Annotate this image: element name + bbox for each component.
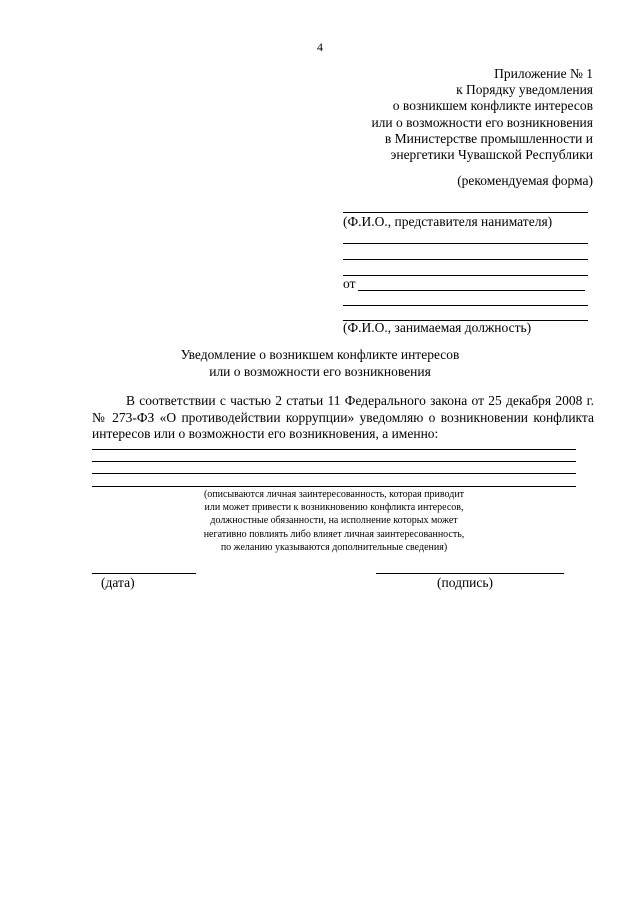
appendix-line: или о возможности его возникновения [371, 114, 593, 130]
description-hint [92, 488, 576, 554]
title-line: или о возможности его возникновения [209, 364, 431, 379]
from-name-line [358, 290, 585, 291]
description-line [92, 461, 576, 462]
hint-line: (описываются личная заинтересованность, которая приводит [203, 489, 465, 500]
blank-line [343, 243, 588, 244]
from-label: от [343, 276, 356, 291]
employer-name-line [343, 212, 588, 213]
description-line [92, 486, 576, 487]
employee-name-label: (Ф.И.О., занимаемая должность) [343, 320, 532, 335]
appendix-line: о возникшем конфликте интересов [392, 98, 593, 114]
blank-line [343, 275, 588, 276]
appendix-header [371, 66, 593, 163]
date-line [92, 573, 196, 574]
appendix-line: в Министерстве промышленности и [384, 130, 593, 146]
appendix-line: к Порядку уведомления [456, 82, 593, 98]
blank-line [343, 259, 588, 260]
form-type-note: (рекомендуемая форма) [457, 173, 593, 188]
hint-line: должностные обязанности, на исполнение которых может [210, 515, 458, 527]
title-line: Уведомление о возникшем конфликте интересов [180, 347, 460, 362]
hint-line: или может привести к возникновению конфликта интересов, [204, 502, 464, 514]
appendix-line: энергетики Чувашской Республики [390, 147, 593, 163]
employer-name-label: (Ф.И.О., представителя нанимателя) [343, 214, 553, 229]
date-label: (дата) [101, 575, 135, 590]
signature-label: (подпись) [437, 575, 494, 590]
description-line [92, 449, 576, 450]
appendix-line: Приложение № 1 [494, 66, 593, 81]
body-paragraph: В соответствии с частью 2 статьи 11 Федерального закона от 25 декабря 2008 г. № 273-ФЗ «О противодействии коррупции» уведомляю о возникновении конфликта интересов или о возможности его возникновения, а именно: [92, 393, 594, 441]
hint-line: негативно повлиять либо влияет личная заинтересованность, [203, 528, 465, 540]
signature-line [376, 573, 564, 574]
hint-line: по желанию указываются дополнительные сведения) [220, 541, 448, 553]
description-line [92, 473, 576, 474]
blank-line [343, 305, 588, 306]
document-title [0, 346, 640, 380]
page-number: 4 [317, 40, 323, 54]
